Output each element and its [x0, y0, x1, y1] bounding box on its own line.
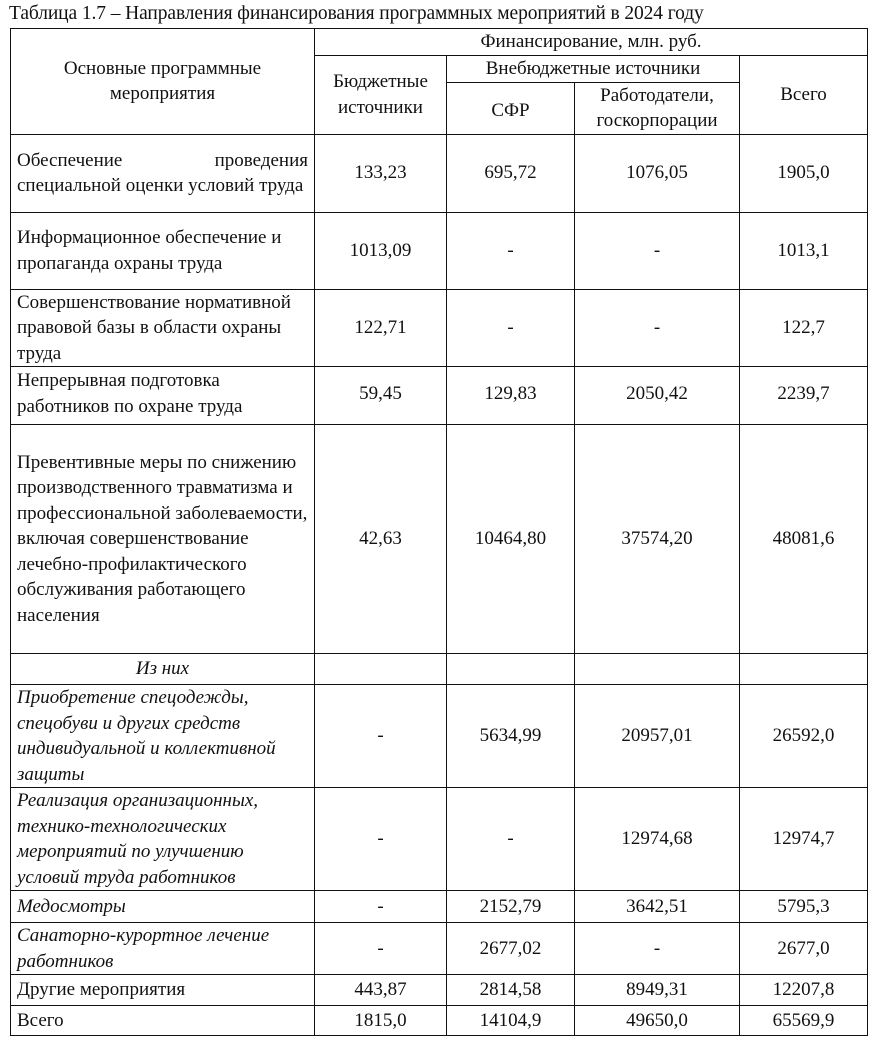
cell-employers: 12974,68: [575, 788, 740, 891]
row-label: Из них: [11, 654, 315, 685]
row-label: Приобретение спецодежды, спецобуви и других средств индивидуальной и коллективной защиты: [11, 685, 315, 788]
cell-total: 122,7: [740, 289, 868, 367]
header-budget: Бюджетные источники: [315, 55, 447, 134]
cell-budget: 42,63: [315, 425, 447, 654]
cell-budget: -: [315, 923, 447, 975]
row-label: Обеспечение проведения специальной оценки условий труда: [11, 134, 315, 212]
cell-budget: 133,23: [315, 134, 447, 212]
table-row-total: [11, 1006, 868, 1036]
cell-total: [740, 654, 868, 685]
row-label: Совершенствование нормативной правовой базы в области охраны труда: [11, 289, 315, 367]
cell-budget: 59,45: [315, 367, 447, 425]
table-row-subheader: [11, 654, 868, 685]
table-header: [11, 29, 868, 135]
header-employers: Работодатели, госкорпорации: [575, 82, 740, 134]
table-row: [11, 788, 868, 891]
cell-budget: 1013,09: [315, 212, 447, 289]
cell-sfr: [447, 654, 575, 685]
cell-sfr: 2814,58: [447, 975, 575, 1006]
table-row: [11, 891, 868, 923]
cell-employers: 8949,31: [575, 975, 740, 1006]
row-label: Реализация организационных, технико-технологических мероприятий по улучшению условий труда работников: [11, 788, 315, 891]
cell-total: 1013,1: [740, 212, 868, 289]
cell-employers: -: [575, 212, 740, 289]
table-row: [11, 425, 868, 654]
cell-total: 1905,0: [740, 134, 868, 212]
cell-employers: -: [575, 289, 740, 367]
cell-employers: 3642,51: [575, 891, 740, 923]
cell-employers: [575, 654, 740, 685]
table-body: [11, 134, 868, 1036]
header-total: Всего: [740, 55, 868, 134]
cell-total: 12974,7: [740, 788, 868, 891]
cell-total: 12207,8: [740, 975, 868, 1006]
cell-total: 5795,3: [740, 891, 868, 923]
cell-employers: 37574,20: [575, 425, 740, 654]
cell-budget: -: [315, 788, 447, 891]
cell-sfr: 14104,9: [447, 1006, 575, 1036]
cell-budget: 122,71: [315, 289, 447, 367]
cell-sfr: -: [447, 212, 575, 289]
row-label: Медосмотры: [11, 891, 315, 923]
table-row: [11, 212, 868, 289]
cell-employers: 2050,42: [575, 367, 740, 425]
cell-sfr: 2677,02: [447, 923, 575, 975]
cell-employers: 1076,05: [575, 134, 740, 212]
cell-sfr: -: [447, 788, 575, 891]
cell-total: 48081,6: [740, 425, 868, 654]
row-label: Всего: [11, 1006, 315, 1036]
cell-sfr: 5634,99: [447, 685, 575, 788]
table-row: [11, 367, 868, 425]
cell-budget: -: [315, 891, 447, 923]
table-row: [11, 685, 868, 788]
header-extra-budget: Внебюджетные источники: [447, 55, 740, 82]
cell-budget: -: [315, 685, 447, 788]
table-row: [11, 975, 868, 1006]
cell-budget: [315, 654, 447, 685]
cell-employers: 49650,0: [575, 1006, 740, 1036]
row-label: Другие мероприятия: [11, 975, 315, 1006]
cell-sfr: 695,72: [447, 134, 575, 212]
cell-employers: 20957,01: [575, 685, 740, 788]
row-label: Непрерывная подготовка работников по охране труда: [11, 367, 315, 425]
cell-total: 2677,0: [740, 923, 868, 975]
cell-total: 65569,9: [740, 1006, 868, 1036]
cell-sfr: -: [447, 289, 575, 367]
cell-budget: 1815,0: [315, 1006, 447, 1036]
table-caption: Таблица 1.7 – Направления финансирования программных мероприятий в 2024 году: [9, 3, 704, 24]
row-label: Санаторно-курортное лечение работников: [11, 923, 315, 975]
header-funding: Финансирование, млн. руб.: [315, 29, 868, 56]
cell-employers: -: [575, 923, 740, 975]
row-label: Информационное обеспечение и пропаганда охраны труда: [11, 212, 315, 289]
cell-total: 26592,0: [740, 685, 868, 788]
row-label: Превентивные меры по снижению производственного травматизма и профессиональной заболеваемости, включая совершенствование лечебно-профилактического обслуживания работающего населения: [11, 425, 315, 654]
cell-sfr: 10464,80: [447, 425, 575, 654]
table-row: [11, 923, 868, 975]
header-activities: Основные программные мероприятия: [11, 29, 315, 135]
cell-sfr: 2152,79: [447, 891, 575, 923]
cell-budget: 443,87: [315, 975, 447, 1006]
cell-sfr: 129,83: [447, 367, 575, 425]
cell-total: 2239,7: [740, 367, 868, 425]
table-row: [11, 289, 868, 367]
header-sfr: СФР: [447, 82, 575, 134]
funding-table: [10, 28, 868, 1036]
table-row: [11, 134, 868, 212]
